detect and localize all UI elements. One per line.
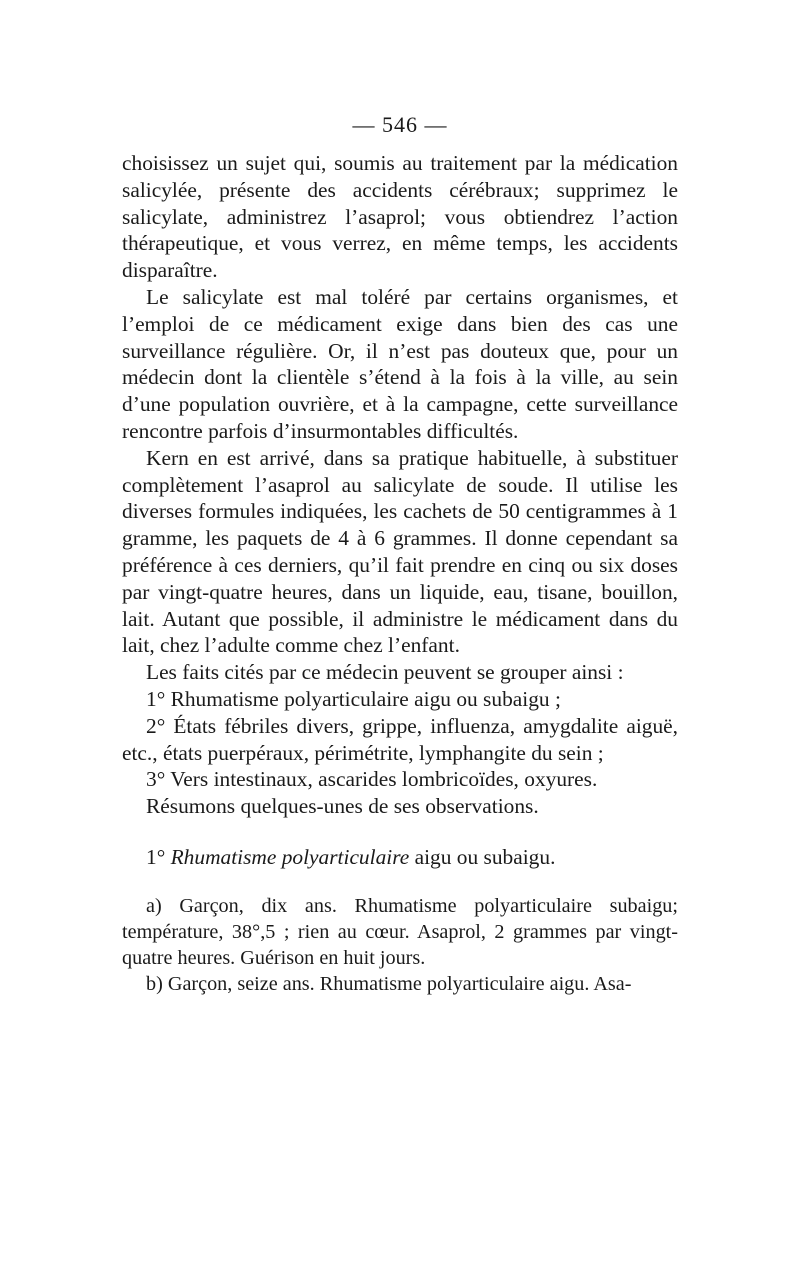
list-item-2: 2° États fébriles divers, grippe, influenza, amygdalite aiguë, etc., états puerpéraux, périmétrite, lymphangite du sein ; [122, 713, 678, 765]
paragraph-summary: Résumons quelques-unes de ses observations. [146, 794, 539, 819]
observation-b: b) Garçon, seize ans. Rhumatisme polyarticulaire aigu. Asa- [146, 972, 632, 995]
list-item-3: 3° Vers intestinaux, ascarides lombricoïdes, oxyures. [146, 767, 598, 792]
section-title-italic: Rhumatisme polyarticulaire [170, 844, 410, 869]
paragraph-kern: Kern en est arrivé, dans sa pratique habituelle, à substituer complètement l’asaprol au salicylate de soude. Il utilise les diverses formules indiquées, les cachets de 50 centigrammes à 1 gramme, les paquets de 4 à 6 grammes. Il donne cependant sa préférence à ces derniers, qu’il fait prendre en cinq ou six doses par vingt-quatre heures, dans un liquide, eau, tisane, bouillon, lait. Autant que possible, il administre le médicament dans du lait, chez l’adulte comme chez l’enfant. [122, 445, 678, 658]
section-title-rest: aigu ou subaigu. [414, 844, 556, 869]
list-item-1: 1° Rhumatisme polyarticulaire aigu ou subaigu ; [146, 686, 561, 711]
paragraph-groups-intro: Les faits cités par ce médecin peuvent se grouper ainsi : [146, 660, 624, 685]
page-number: — 546 — [352, 112, 448, 137]
observation-a: a) Garçon, dix ans. Rhumatisme polyarticulaire subaigu; température, 38°,5 ; rien au cœur. Asaprol, 2 grammes par vingt-quatre heures. Guérison en huit jours. [122, 894, 678, 969]
section-number: 1° [146, 844, 166, 869]
body-text [122, 150, 678, 997]
section-heading [122, 844, 678, 871]
paragraph-continued: choisissez un sujet qui, soumis au traitement par la médication salicylée, présente des accidents cérébraux; supprimez le salicylate, administrez l’asaprol; vous obtiendrez l’action thérapeutique, et vous verrez, en même temps, les accidents disparaître. [122, 151, 678, 283]
paragraph-salicylate: Le salicylate est mal toléré par certains organismes, et l’emploi de ce médicament exige dans bien des cas une surveillance régulière. Or, il n’est pas douteux que, pour un médecin dont la clientèle s’étend à la fois à la ville, au sein d’une population ouvrière, et à la campagne, cette surveillance rencontre parfois d’insurmontables difficultés. [122, 284, 678, 443]
